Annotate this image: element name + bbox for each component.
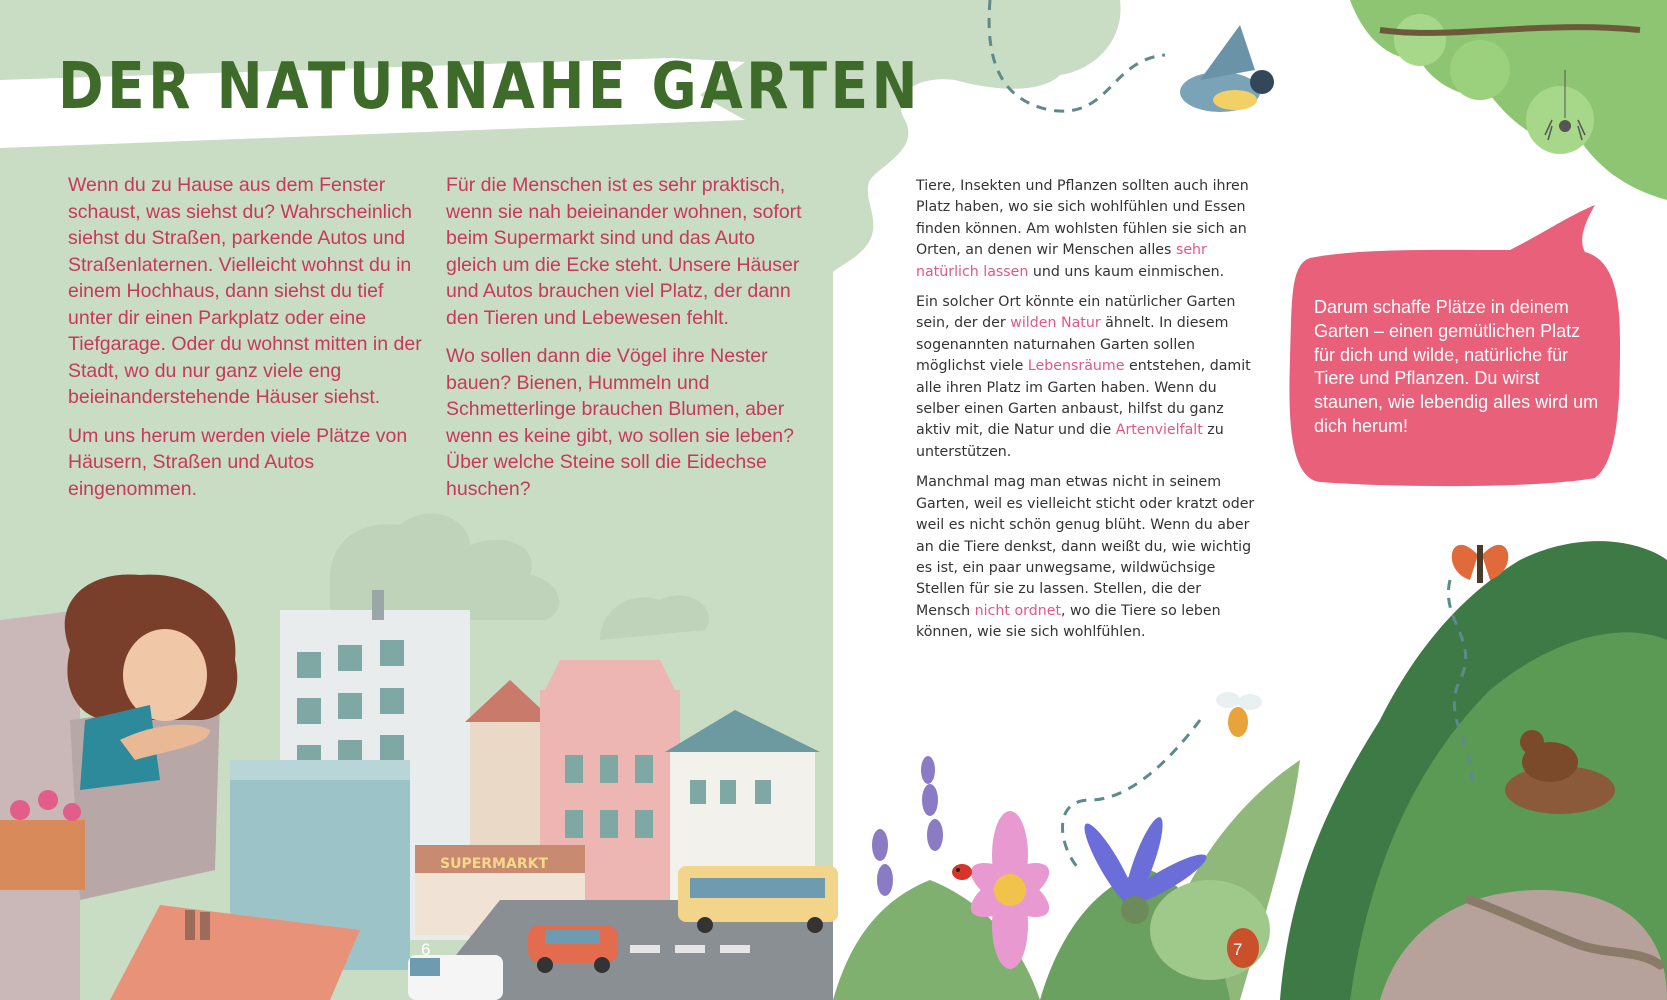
page-number-right: 7 [1233,940,1243,959]
supermarket-sign: SUPERMARKT [440,856,549,872]
highlight-term: sehr natürlich lassen [916,242,1207,280]
highlight-term: Lebensräume [1027,358,1125,375]
smoke-plume [330,514,559,620]
chimney [372,590,384,620]
paragraph: Manchmal mag man etwas nicht in seinem Garten, weil es vielleicht sticht oder kratzt oder weil es nicht schön genug blüht. Wenn du aber an die Tiere denkst, dann weißt du, wie wichtig es ist, ein paar unwegsame, wildwüchsige Stellen für sie zu lassen. Stellen, die der Mensch nicht ordnet, wo die Tiere so leben können, wie sie sich wohlfühlen. [916,474,1255,641]
highlight-term: nicht ordnet [974,602,1062,619]
bee-icon [1216,692,1262,737]
paragraph: Tiere, Insekten und Pflanzen sollten auch ihren Platz haben, wo sie sich wohlfühlen und Essen finden können. Am wohlsten fühlen sie sich an Orten, an denen wir Menschen alles sehr natürlich lassen und uns kaum einmischen. [916,178,1249,280]
beetle-icon [1227,928,1259,968]
text-column-2 [446,172,802,514]
text-column-1 [68,172,428,514]
flower-box [0,820,85,890]
text-column-3 [916,176,1256,653]
paragraph: Wo sollen dann die Vögel ihre Nester bauen? Bienen, Hummeln und Schmetterlinge brauchen Blumen, aber wenn es keine gibt, wo sollen sie leben? Über welche Steine soll die Eidechse huschen? [446,345,794,500]
paragraph: Ein solcher Ort könnte ein natürlicher Garten sein, der der wilden Natur ähnelt. In diesem sogenannten naturnahen Garten sollen möglichst viele Lebensräume entstehen, damit alle ihren Platz im Garten haben. Wenn du selber einen Garten anbaust, hilfst du ganz aktiv mit, die Natur und die Artenvielfalt zu unterstützen. [916,294,1251,460]
paragraph: Um uns herum werden viele Plätze von Häusern, Straßen und Autos eingenommen. [68,424,408,500]
page-number-left: 6 [421,940,431,959]
highlight-term: Artenvielfalt [1115,422,1203,439]
ladybug-icon [952,864,972,880]
bird-icon [1180,25,1274,112]
highlight-term: wilden Natur [1010,315,1101,332]
paragraph: Wenn du zu Hause aus dem Fenster schaust, was siehst du? Wahrscheinlich siehst du Straßen, parkende Autos und Straßenlaternen. Vielleicht wohnst du in einem Hochhaus, dann siehst du tief unter dir einen Parkplatz oder eine Tiefgarage. Oder du wohnst mitten in der Stadt, wo du nur ganz viele eng beieinanderstehende Häuser siehst. [68,174,422,408]
girl-face [123,629,207,721]
page-title: DER NATURNAHE GARTEN [58,50,922,124]
speech-bubble-text: Darum schaffe Plätze in deinem Garten – einen gemütlichen Platz für dich und wilde, natürliche für Tiere und Pflanzen. Du wirst staunen, wie lebendig alles wird um dich herum! [1314,297,1599,436]
paragraph: Für die Menschen ist es sehr praktisch, wenn sie nah beieinander wohnen, sofort beim Supermarkt sind und das Auto gleich um die Ecke steht. Unsere Häuser und Autos brauchen viel Platz, der dann den Tieren und Lebewesen fehlt. [446,174,802,329]
smoke-plume-2 [600,595,709,640]
